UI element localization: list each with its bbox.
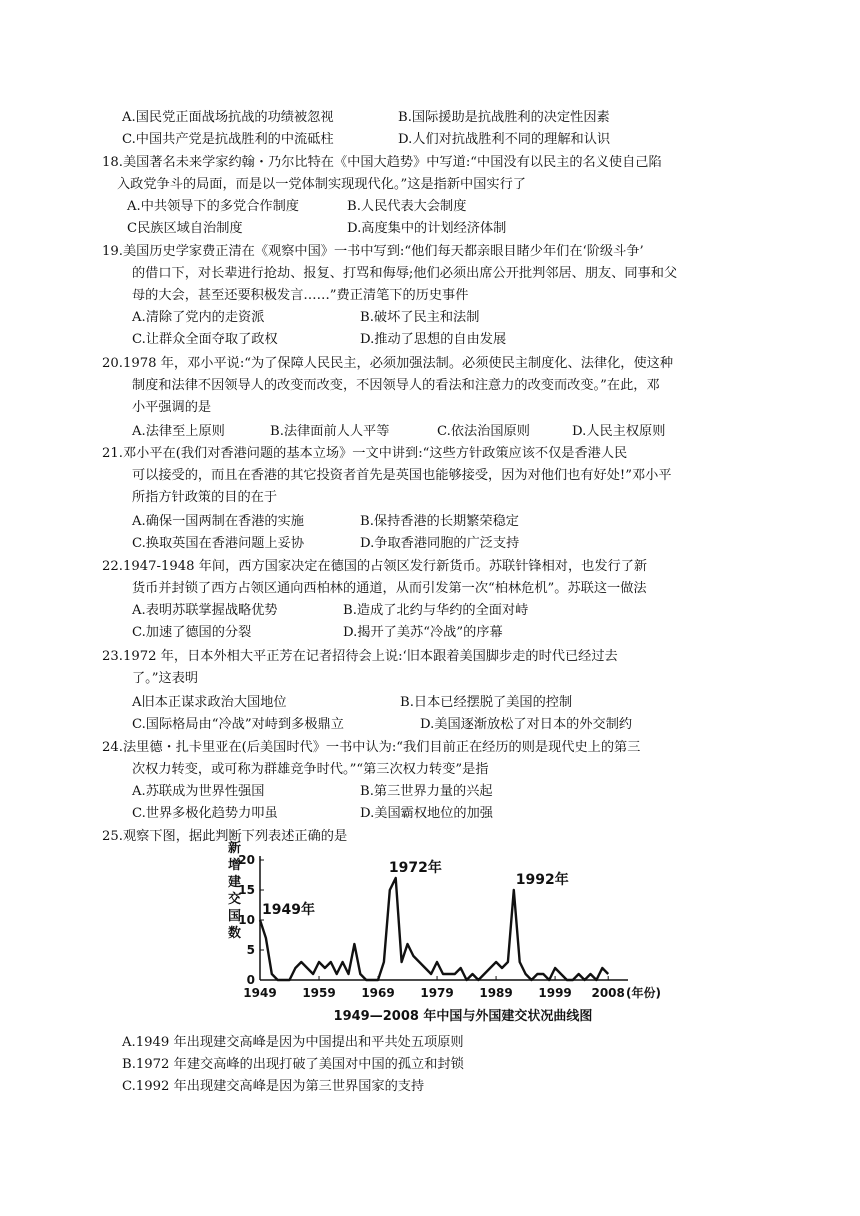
q24-option-c: C.世界多极化趋势力叩虽 [132, 806, 278, 821]
x-tick-label: 1959 [302, 986, 336, 1000]
y-tick-label: 10 [238, 913, 255, 927]
q17-option-d: D.人们对抗战胜利不同的理解和认识 [398, 132, 611, 147]
q24-stem-line-1: 24.法里德・扎卡里亚在(后美国时代》一书中认为:“我们目前正在经历的则是现代史上的第三 [102, 740, 641, 755]
q20-option-a: A.法律至上原则 [132, 424, 225, 439]
q23-option-b: B.日本已经摆脱了美国的控制 [400, 695, 573, 710]
x-tick-label: 1949 [243, 986, 277, 1000]
x-tick-label: 1989 [479, 986, 513, 1000]
q21-option-d: D.争取香港同胞的广泛支持 [360, 536, 520, 551]
q20-stem-line-3: 小平强调的是 [132, 400, 212, 415]
diplomatic-relations-chart [220, 830, 690, 1030]
x-tick-label: 2008 [591, 986, 625, 1000]
q17-option-a: A.国民党正面战场抗战的功绩被忽视 [122, 110, 334, 125]
q18-option-c: C民族区域自治制度 [127, 221, 243, 236]
q23-option-a: A旧本正谋求政治大国地位 [132, 695, 287, 710]
q23-stem-line-2: 了。”这表明 [132, 671, 199, 686]
chart-title: 1949—2008 年中国与外国建交状况曲线图 [333, 1009, 593, 1024]
chart-xlabel: (年份) [626, 986, 661, 1000]
q22-option-d: D.揭开了美苏“冷战”的序幕 [343, 625, 503, 640]
q22-option-c: C.加速了德国的分裂 [132, 625, 252, 640]
q21-option-b: B.保持香港的长期繁荣稳定 [360, 514, 519, 529]
q19-stem-line-3: 母的大会，甚至还要积极发言……”费正清笔下的历史事件 [132, 288, 469, 303]
x-tick-label: 1979 [420, 986, 454, 1000]
q20-stem-line-2: 制度和法律不因领导人的改变而改变，不因领导人的看法和注意力的改变而改变。”在此，邓 [132, 378, 660, 393]
q21-stem-line-2: 可以接受的，而且在香港的其它投资者首先是英国也能够接受，因为对他们也有好处!”邓小平 [132, 468, 672, 483]
q19-option-b: B.破坏了民主和法制 [360, 310, 480, 325]
y-tick-label: 0 [246, 973, 255, 987]
q22-stem-line-1: 22.1947-1948 年间，西方国家决定在德国的占领区发行新货币。苏联针锋相对，也发行了新 [102, 559, 648, 574]
chart-series-line [260, 878, 608, 980]
q23-option-d: D.美国逐渐放松了对日本的外交制约 [420, 717, 633, 732]
chart-annotation: 1949年 [262, 902, 315, 918]
q22-stem-line-2: 货币并封锁了西方占领区通向西柏林的通道，从而引发第一次“柏林危机”。苏联这一做法 [132, 581, 647, 596]
chart-annotation: 1992年 [515, 872, 569, 888]
q25-stem-line-1: 25.观察下图，据此判断下列表述正确的是 [102, 829, 348, 844]
q18-option-a: A.中共领导下的多党合作制度 [127, 199, 299, 214]
q22-option-a: A.表明苏联掌握战略优势 [132, 603, 278, 618]
q17-option-c: C.中国共产党是抗战胜利的中流砥柱 [122, 132, 334, 147]
q21-option-c: C.换取英国在香港问题上妥协 [132, 536, 305, 551]
q18-option-d: D.高度集中的计划经济体制 [347, 221, 507, 236]
q18-option-b: B.人民代表大会制度 [347, 199, 467, 214]
q17-option-b: B.国际援助是抗战胜利的决定性因素 [398, 110, 610, 125]
x-tick-label: 1969 [361, 986, 395, 1000]
q21-stem-line-3: 所指方针政策的目的在于 [132, 490, 278, 505]
q18-stem-line-2: 入政党争斗的局面，而是以一党体制实现现代化。”这是指新中国实行了 [117, 177, 526, 192]
q24-option-d: D.美国霸权地位的加强 [360, 806, 493, 821]
q20-option-b: B.法律面前人人平等 [270, 424, 390, 439]
q20-stem-line-1: 20.1978 年，邓小平说:“为了保障人民民主，必须加强法制。必须使民主制度化、法律化，使这种 [102, 356, 674, 371]
q25-option-a: A.1949 年出现建交高峰是因为中国提出和平共处五项原则 [122, 1035, 464, 1050]
x-tick-label: 1999 [538, 986, 572, 1000]
q24-option-b: B.第三世界力量的兴起 [360, 784, 493, 799]
q19-stem-line-1: 19.美国历史学家费正清在《观察中国》一书中写到:“他们每天都亲眼目睹少年们在‘阶级斗争’ [102, 244, 644, 259]
q21-stem-line-1: 21.邓小平在(我们对香港问题的基本立场》一文中讲到:“这些方针政策应该不仅是香港人民 [102, 446, 628, 461]
q22-option-b: B.造成了北约与华约的全面对峙 [343, 603, 529, 618]
q19-option-d: D.推动了思想的自由发展 [360, 332, 507, 347]
y-tick-label: 20 [238, 853, 255, 867]
q25-option-c: C.1992 年出现建交高峰是因为第三世界国家的支持 [122, 1079, 425, 1094]
q25-option-b: B.1972 年建交高峰的出现打破了美国对中国的孤立和封锁 [122, 1057, 464, 1072]
q21-option-a: A.确保一国两制在香港的实施 [132, 514, 304, 529]
q20-option-c: C.依法治国原则 [437, 424, 530, 439]
q20-option-d: D.人民主权原则 [572, 424, 666, 439]
q18-stem-line-1: 18.美国著名未来学家约翰・乃尔比特在《中国大趋势》中写道:“中国没有以民主的名义使自己陷 [102, 155, 662, 170]
q23-stem-line-1: 23.1972 年，日本外相大平正芳在记者招待会上说:‘旧本跟着美国脚步走的时代已经过去 [102, 649, 618, 664]
q24-stem-line-2: 次权力转变，或可称为群雄竞争时代。”“第三次权力转变”是指 [132, 762, 489, 777]
y-tick-label: 5 [246, 943, 255, 957]
q19-option-c: C.让群众全面夺取了政权 [132, 332, 278, 347]
q19-option-a: A.清除了党内的走资派 [132, 310, 265, 325]
q23-option-c: C.国际格局由“冷战”对峙到多极鼎立 [132, 717, 344, 732]
chart-annotation: 1972年 [388, 860, 442, 876]
q19-stem-line-2: 的借口下，对长辈进行抢劫、报复、打骂和侮辱;他们必须出席公开批判邻居、朋友、同事和父 [132, 266, 678, 281]
y-tick-label: 15 [238, 883, 255, 897]
chart-ylabel: 新增建交国数 [228, 841, 242, 941]
q24-option-a: A.苏联成为世界性强国 [132, 784, 265, 799]
